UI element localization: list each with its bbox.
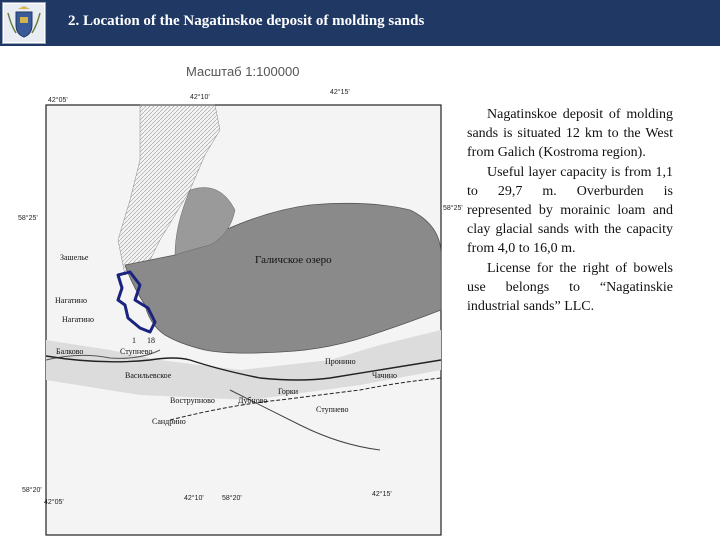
village-label-10: Вострупново bbox=[170, 396, 215, 405]
village-label-6: Пронино bbox=[325, 357, 356, 366]
village-label-7: Чачино bbox=[372, 371, 398, 380]
description-paragraph-2: Useful layer capacity is from 1,1 to 29,7 m. Overburden is represented by morainic loam and clay glacial sands with the capacity from 4,0 to 16,0 m. bbox=[467, 164, 673, 257]
village-label-8: Васильевское bbox=[125, 371, 172, 380]
grid-number-1: 1 bbox=[132, 336, 136, 345]
village-label-5: Ступнево bbox=[120, 347, 153, 356]
coord-bottom-left-lat: 58°20' bbox=[22, 487, 42, 494]
village-label-4: Балково bbox=[56, 347, 84, 356]
location-map bbox=[0, 60, 463, 520]
page-title: 2. Location of the Nagatinskoe deposit of molding sands bbox=[68, 13, 425, 29]
coord-top-left-lon: 42°05' bbox=[48, 97, 68, 104]
village-label-13: Сандрино bbox=[152, 417, 186, 426]
map-scale-label: Масштаб 1:100000 bbox=[186, 64, 300, 79]
coord-bottom-right-lon: 42°15' bbox=[372, 491, 392, 498]
village-label-11: Дубново bbox=[238, 396, 268, 405]
coord-right-upper-lat: 58°25' bbox=[443, 205, 463, 212]
coord-bottom-mid-lat: 58°20' bbox=[222, 495, 242, 502]
grid-number-2: 18 bbox=[147, 336, 155, 345]
coord-left-upper-lat: 58°25' bbox=[18, 215, 38, 222]
village-label-3: Нагатино bbox=[62, 315, 95, 324]
village-label-12: Ступнево bbox=[316, 405, 349, 414]
description-text bbox=[467, 105, 673, 316]
village-label-1: Зашелье bbox=[60, 253, 89, 262]
coord-top-right-lon: 42°15' bbox=[330, 89, 350, 96]
village-label-2: Нагатино bbox=[55, 296, 88, 305]
header-bar bbox=[0, 0, 720, 46]
coord-bottom-left-lon: 42°05' bbox=[44, 499, 64, 506]
lake-label: Галичское озеро bbox=[255, 254, 332, 266]
village-label-9: Горки bbox=[278, 387, 299, 396]
coord-bottom-mid-lon: 42°10' bbox=[184, 495, 204, 502]
coat-of-arms-icon bbox=[2, 2, 46, 44]
description-paragraph-1: Nagatinskoe deposit of molding sands is situated 12 km to the West from Galich (Kostroma region). bbox=[467, 107, 673, 161]
coord-top-mid-lon: 42°10' bbox=[190, 94, 210, 101]
description-paragraph-3: License for the right of bowels use belongs to “Nagatinskie industrial sands” LLC. bbox=[467, 260, 673, 315]
